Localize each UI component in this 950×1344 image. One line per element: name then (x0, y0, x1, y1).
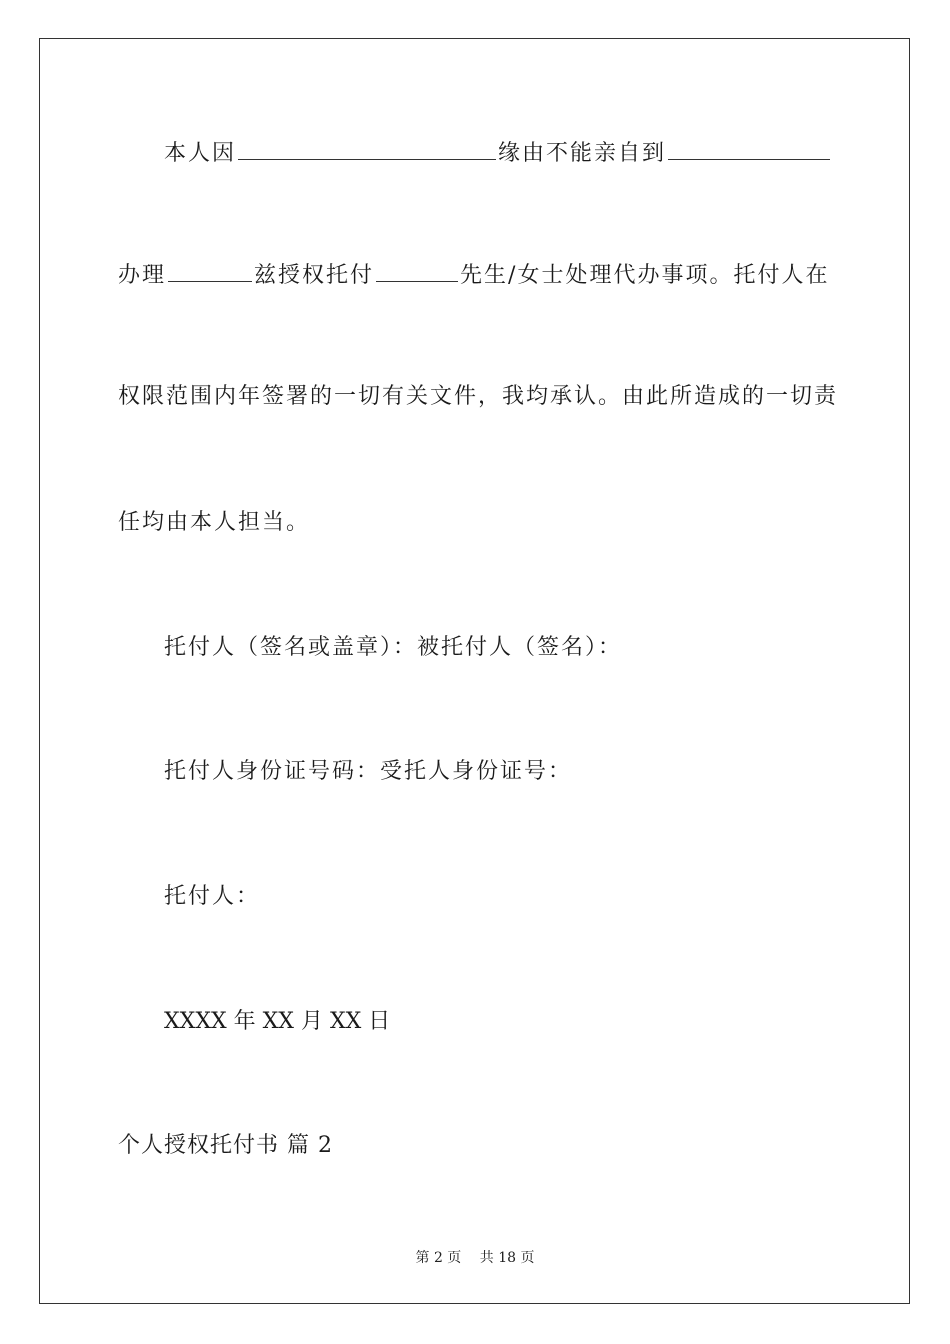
paragraph-line-3: 权限范围内年签署的一切有关文件，我均承认。由此所造成的一切责 (118, 384, 839, 409)
paragraph-line-4: 任均由本人担当。 (118, 510, 311, 535)
client-line: 托付人： (164, 884, 261, 909)
authorize-text: 兹授权托付 (254, 263, 375, 288)
date-line: XXXX 年 XX 月 XX 日 (164, 1009, 391, 1034)
reason-blank[interactable] (238, 137, 496, 160)
signature-line: 托付人（签名或盖章）：被托付人（签名）： (164, 635, 623, 660)
section-heading: 个人授权托付书 篇 2 (118, 1133, 333, 1158)
page-number-footer: 第 2 页 共 18 页 (415, 1250, 535, 1266)
location-blank[interactable] (668, 137, 830, 160)
page-border (39, 38, 910, 1304)
paragraph-line-1 (164, 137, 832, 169)
id-number-line: 托付人身份证号码：受托人身份证号： (164, 759, 573, 784)
paragraph-line-2 (118, 259, 829, 291)
matter-blank[interactable] (168, 259, 252, 282)
handle-text: 办理 (118, 263, 167, 288)
reason-suffix-text: 缘由不能亲自到 (498, 141, 667, 166)
agent-name-blank[interactable] (376, 259, 458, 282)
agent-title-text: 先生/女士处理代办事项。托付人在 (460, 263, 830, 288)
reason-prefix-text: 本人因 (164, 141, 237, 166)
